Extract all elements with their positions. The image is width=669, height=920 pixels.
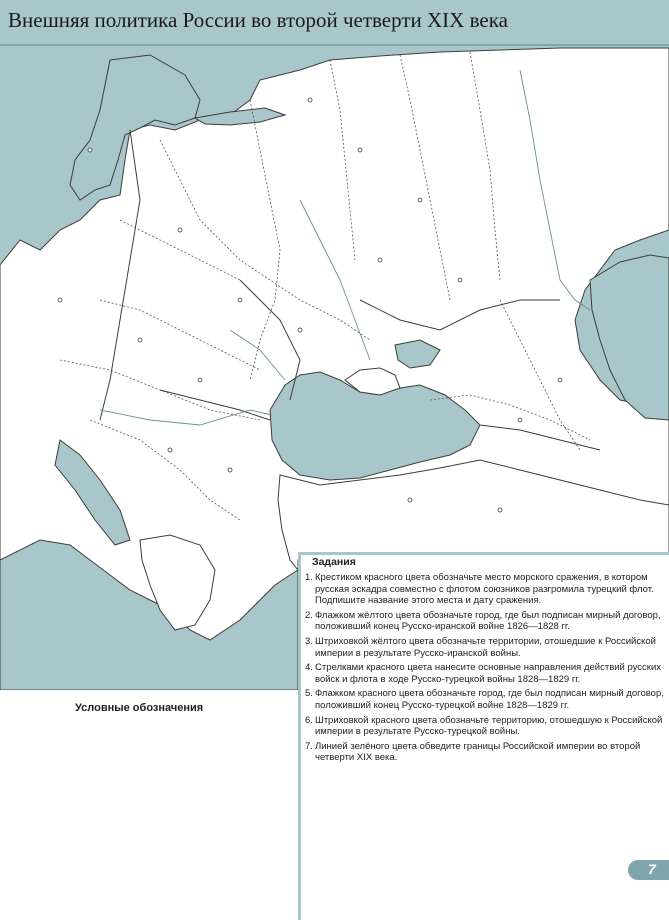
task-text: Флажком жёлтого цвета обозначьте город, где был подписан мирный договор, положивший конец Русско-иранской войне 1826—1828 гг.	[315, 609, 661, 633]
task-item	[303, 715, 665, 738]
page-number: 7	[648, 861, 656, 877]
task-number: 7.	[305, 740, 313, 752]
task-number: 1.	[305, 572, 313, 583]
task-text: Крестиком красного цвета обозначьте место морского сражения, в котором русская эскадра совместно с флотом союзников разгромила турецкий флот. Подпишите название этого места и дату сражения.	[315, 572, 654, 607]
task-number: 6.	[305, 714, 313, 726]
legend-title: Условные обозначения	[75, 702, 204, 714]
tasks-title: Задания	[312, 556, 356, 568]
task-item	[303, 610, 665, 633]
task-text: Штриховкой жёлтого цвета обозначьте территории, отошедшие к Российской империи в результате Русско-иранской войны.	[315, 635, 656, 659]
task-item	[303, 636, 665, 659]
task-number: 2.	[305, 609, 313, 621]
page-header	[0, 0, 669, 46]
task-item	[303, 572, 665, 607]
task-item	[303, 662, 665, 685]
tasks-list	[303, 572, 665, 767]
task-text: Линией зелёного цвета обведите границы Российской империи во второй четверти XIX века.	[315, 740, 641, 764]
task-text: Флажком красного цвета обозначьте город, где был подписан мирный договор, положивший конец Русско-турецкой войне 1828—1829 гг.	[315, 688, 664, 711]
legend-box	[0, 690, 310, 917]
task-text: Штриховкой красного цвета обозначьте территорию, отошедшую к Российской империи в результате Русско-турецкой войны.	[315, 714, 663, 738]
task-number: 4.	[305, 662, 313, 674]
task-number: 5.	[305, 688, 313, 700]
task-item	[303, 741, 665, 764]
task-item	[303, 688, 665, 711]
task-number: 3.	[305, 635, 313, 647]
page-title: Внешняя политика России во второй четверти XIX века	[8, 8, 508, 32]
task-text: Стрелками красного цвета нанесите основные направления действий русских войск и флота в ходе Русско-турецкой войны 1828—1829 гг.	[315, 662, 662, 685]
